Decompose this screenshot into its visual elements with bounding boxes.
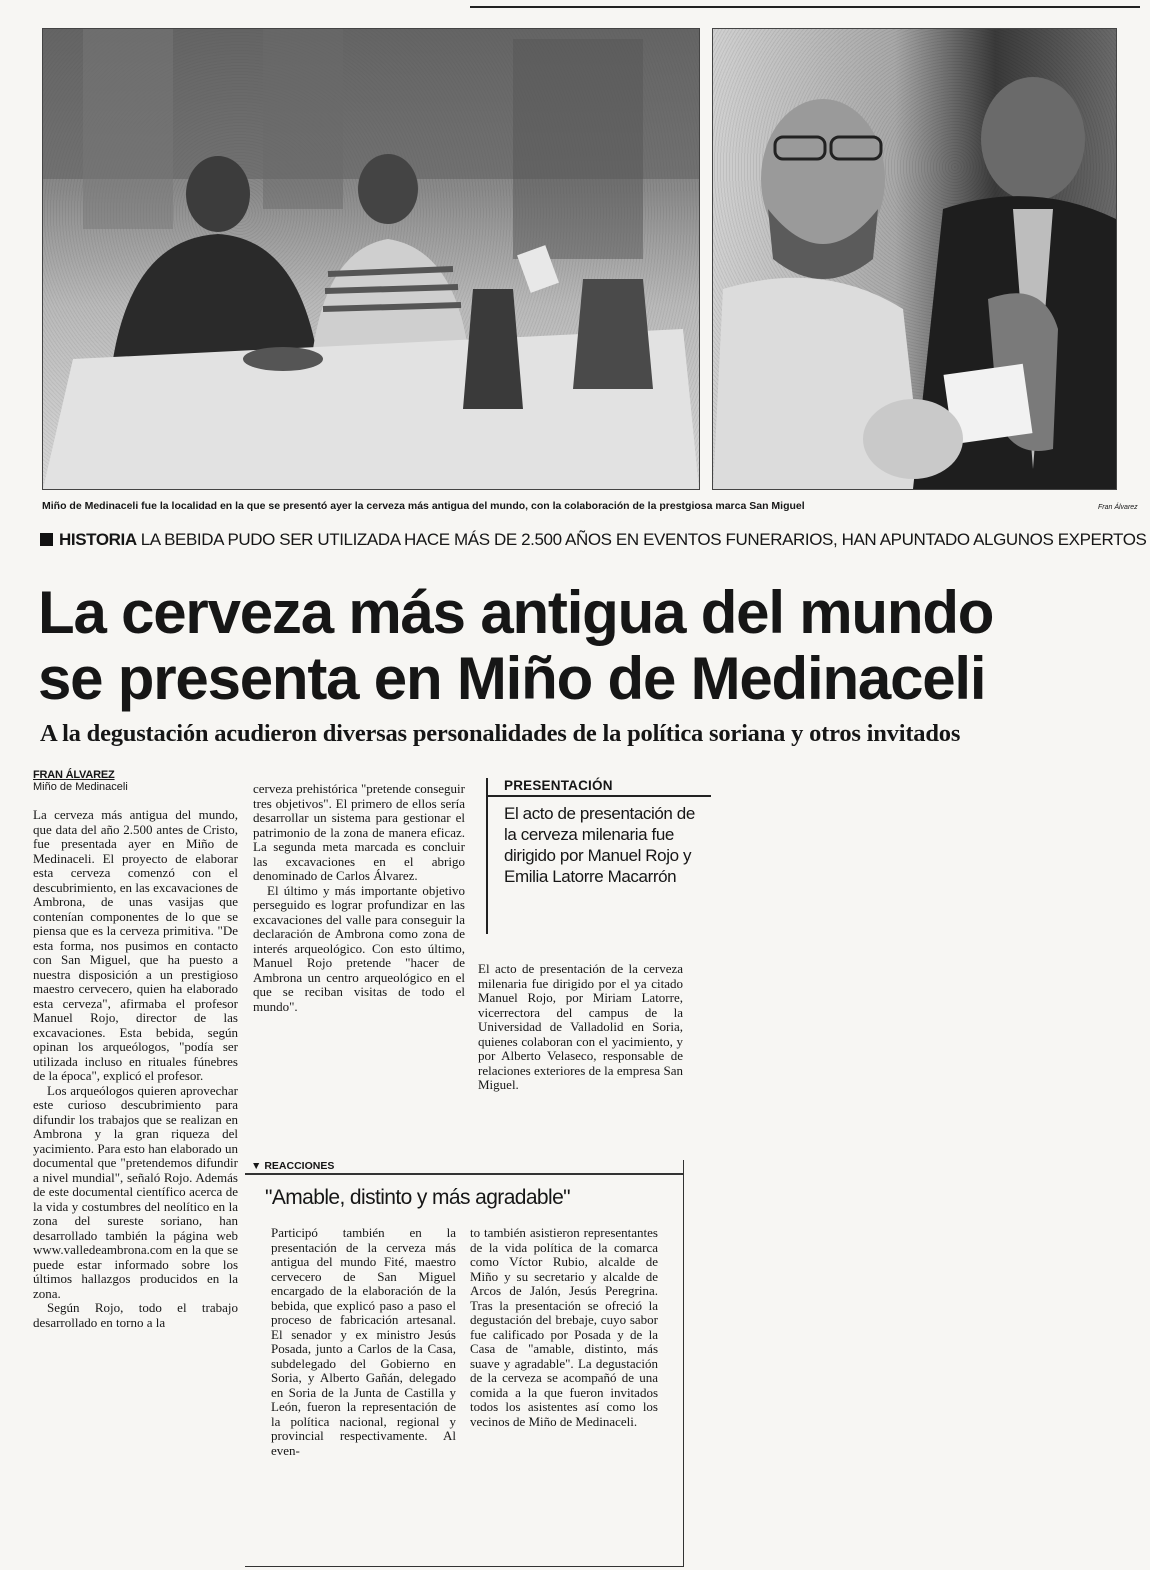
byline <box>33 769 128 793</box>
headline <box>38 580 1138 712</box>
photo-scene-2 <box>713 29 1116 489</box>
photo-scene-1 <box>43 29 699 489</box>
paragraph: El último y más importante objetivo perseguido es lograr profundizar en las excavaciones del valle para conseguir la declaración de Ambrona como zona de interés arqueológico. Con esto último, Manuel Rojo pretende "hacer de Ambrona un centro arqueológico en el que se reciban visitas de todo el mundo". <box>253 882 465 1014</box>
sidebar-rule <box>486 795 711 797</box>
reacciones-tag-label: REACCIONES <box>264 1160 335 1172</box>
paragraph: to también asistieron representantes de la vida política de la comarca como Víctor Rubio, alcalde de Miño y su secretario y alcalde de Arcos de Jalón, Jesús Peregrina. Tras la presentación se ofreció la degustación del brebaje, cuyo sabor fue calificado por Posada y de la Casa de "amable, distinto, más suave y agradable". La degustación de la cerveza se acompañó de una comida a la que fueron invitados todos los asistentes así como los vecinos de Miño de Medinaceli. <box>470 1225 658 1429</box>
article-column-1 <box>33 808 238 1330</box>
presentacion-sidebar <box>486 778 711 887</box>
subheadline: A la degustación acudieron diversas personalidades de la política soriana y otros invitados <box>40 720 961 747</box>
paragraph: cerveza prehistórica "pretende conseguir tres objetivos". El primero de ellos sería desarrollar un sistema para gestionar el patrimonio de la zona de manera eficaz. La segunda meta marcada es concluir las excavaciones en el abrigo denominado de Carlos Álvarez. <box>253 781 465 883</box>
photo-men-with-vessel <box>712 28 1117 490</box>
paragraph: Según Rojo, todo el trabajo desarrollado en torno a la <box>33 1300 238 1330</box>
reacciones-tag: ▼ REACCIONES <box>251 1160 335 1172</box>
byline-place: Miño de Medinaceli <box>33 781 128 793</box>
paragraph: Participó también en la presentación de la cerveza más antigua del mundo Fité, maestro cervecero de San Miguel encargado de la elaboración de la bebida, que explicó paso a paso el proceso de fabricación artesanal. El senador y ex ministro Jesús Posada, junto a Carlos de la Casa, subdelegado del Gobierno en Soria, y Alberto Gañán, delegado en Soria de la Junta de Castilla y León, fueron la representación de la política nacional, regional y provincial respectivamente. Al even- <box>271 1225 456 1458</box>
byline-author: FRAN ÁLVAREZ <box>33 769 115 781</box>
kicker-square-icon <box>40 533 53 546</box>
sidebar-label: PRESENTACIÓN <box>504 778 613 793</box>
paragraph: La cerveza más antigua del mundo, que data del año 2.500 antes de Cristo, fue presentada ayer en Miño de Medinaceli. El proyecto de elaborar esta cerveza comenzó con el descubrimiento, en las excavaciones de Ambrona, de unas vasijas que contenían componentes de lo que se piensa que es la cerveza primitiva. "De esta forma, nos pusimos en contacto con San Miguel, que ha puesto a nuestra disposición a un prestigioso maestro cervecero, quien ha elaborado esta cerveza", afirmaba el profesor Manuel Rojo, director de las excavaciones. Esta bebida, según opinan los arqueólogos, "podía ser utilizada incluso en rituales fúnebres de la época", explicó el profesor. <box>33 807 238 1083</box>
kicker-section: HISTORIA <box>59 530 137 549</box>
reacciones-box <box>245 1160 684 1567</box>
reacciones-column-2 <box>470 1226 658 1429</box>
photo-presentation-table <box>42 28 700 490</box>
top-rule <box>470 6 1140 8</box>
paragraph: Los arqueólogos quieren aprovechar este curioso descubrimiento para difundir los trabajos que se realizan en Ambrona y la gran riqueza del yacimiento. Para esto han elaborado un documental que "pretendemos difundir a nivel mundial", señaló Rojo. Además de este documental científico acerca de la vida y costumbres del neolítico en la zona del sureste soriano, han desarrollado también la página web www.valledeambrona.com en la que se puede estar informado sobre los últimos hallazgos producidos en la zona. <box>33 1082 238 1301</box>
article-column-2 <box>253 782 465 1014</box>
kicker-text: LA BEBIDA PUDO SER UTILIZADA HACE MÁS DE 2.500 AÑOS EN EVENTOS FUNERARIOS, HAN APUNTADO ALGUNOS EXPERTOS <box>140 530 1147 549</box>
kicker <box>40 530 1147 550</box>
article-column-3 <box>478 962 683 1093</box>
sidebar-bar <box>486 778 488 934</box>
photo-credit: Fran Álvarez <box>1098 504 1138 511</box>
photo-caption: Miño de Medinaceli fue la localidad en la que se presentó ayer la cerveza más antigua del mundo, con la colaboración de la prestgiosa marca San Miguel <box>42 500 805 512</box>
headline-line-2: se presenta en Miño de Medinaceli <box>38 645 986 712</box>
reacciones-column-1 <box>271 1226 456 1458</box>
paragraph: El acto de presentación de la cerveza milenaria fue dirigido por el ya citado Manuel Rojo, por Miriam Latorre, vicerrectora del campus de la Universidad de Valladolid en Soria, quienes colaboran con el yacimiento, y por Alberto Velaseco, responsable de relaciones exteriores de la empresa San Miguel. <box>478 961 683 1092</box>
reacciones-title: "Amable, distinto y más agradable" <box>265 1186 571 1209</box>
headline-line-1: La cerveza más antigua del mundo <box>38 579 994 646</box>
reacciones-rule <box>245 1173 683 1175</box>
sidebar-quote: El acto de presentación de la cerveza milenaria fue dirigido por Manuel Rojo y Emilia Latorre Macarrón <box>504 804 695 886</box>
